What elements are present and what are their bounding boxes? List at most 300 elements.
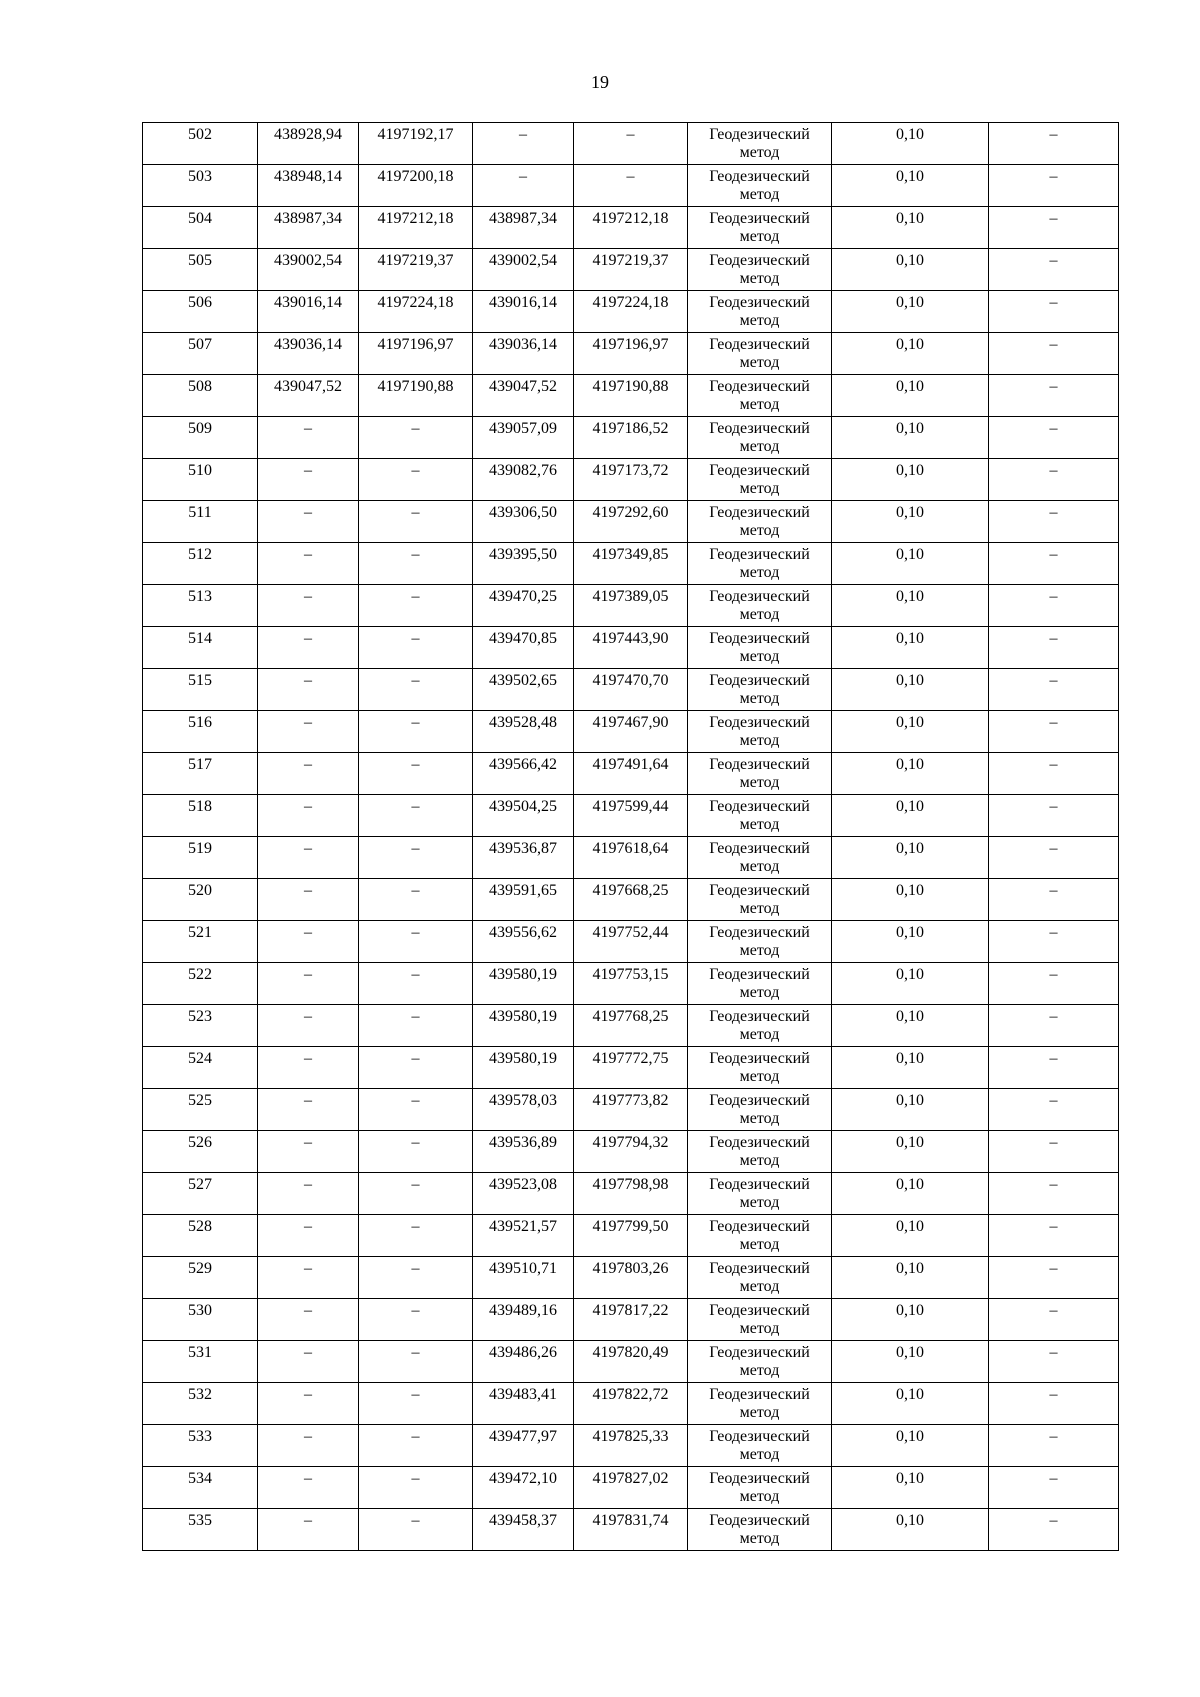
accuracy-cell: 0,10 (832, 375, 989, 417)
x-coord-2-cell: 439566,42 (473, 753, 574, 795)
y-coord-1-cell: 4197224,18 (359, 291, 473, 333)
description-cell: – (989, 963, 1119, 1005)
x-coord-1-cell: – (258, 1047, 359, 1089)
method-line-2: метод (739, 186, 780, 203)
accuracy-cell: 0,10 (832, 1509, 989, 1551)
point-number-cell: 505 (143, 249, 258, 291)
x-coord-2-cell: 439395,50 (473, 543, 574, 585)
y-coord-2-cell: 4197190,88 (574, 375, 688, 417)
method-cell (688, 207, 832, 249)
y-coord-2-cell: 4197817,22 (574, 1299, 688, 1341)
accuracy-cell: 0,10 (832, 879, 989, 921)
y-coord-1-cell: 4197196,97 (359, 333, 473, 375)
y-coord-1-cell: – (359, 669, 473, 711)
x-coord-2-cell: 439521,57 (473, 1215, 574, 1257)
y-coord-2-cell: 4197292,60 (574, 501, 688, 543)
y-coord-1-cell: – (359, 1341, 473, 1383)
method-line-1: Геодезический (709, 1176, 810, 1193)
accuracy-cell: 0,10 (832, 1425, 989, 1467)
point-number-cell: 535 (143, 1509, 258, 1551)
point-number-cell: 527 (143, 1173, 258, 1215)
method-cell (688, 375, 832, 417)
method-line-1: Геодезический (709, 1050, 810, 1067)
method-line-1: Геодезический (709, 504, 810, 521)
accuracy-cell: 0,10 (832, 291, 989, 333)
x-coord-2-cell: – (473, 123, 574, 165)
x-coord-2-cell: 439523,08 (473, 1173, 574, 1215)
accuracy-cell: 0,10 (832, 1215, 989, 1257)
description-cell: – (989, 1173, 1119, 1215)
method-line-2: метод (739, 732, 780, 749)
x-coord-1-cell: – (258, 543, 359, 585)
method-cell (688, 837, 832, 879)
method-cell (688, 1215, 832, 1257)
method-line-2: метод (739, 1152, 780, 1169)
method-cell (688, 165, 832, 207)
accuracy-cell: 0,10 (832, 123, 989, 165)
method-cell (688, 795, 832, 837)
y-coord-2-cell: 4197196,97 (574, 333, 688, 375)
accuracy-cell: 0,10 (832, 417, 989, 459)
x-coord-2-cell: 439486,26 (473, 1341, 574, 1383)
y-coord-2-cell: 4197186,52 (574, 417, 688, 459)
method-line-1: Геодезический (709, 168, 810, 185)
y-coord-2-cell: 4197752,44 (574, 921, 688, 963)
method-cell (688, 1383, 832, 1425)
y-coord-2-cell: 4197822,72 (574, 1383, 688, 1425)
point-number-cell: 518 (143, 795, 258, 837)
method-line-1: Геодезический (709, 714, 810, 731)
description-cell: – (989, 1425, 1119, 1467)
accuracy-cell: 0,10 (832, 543, 989, 585)
table-row (143, 669, 1119, 711)
x-coord-2-cell: 439591,65 (473, 879, 574, 921)
y-coord-1-cell: – (359, 753, 473, 795)
y-coord-1-cell: – (359, 1173, 473, 1215)
method-line-1: Геодезический (709, 546, 810, 563)
description-cell: – (989, 1257, 1119, 1299)
x-coord-2-cell: 439036,14 (473, 333, 574, 375)
description-cell: – (989, 1089, 1119, 1131)
y-coord-2-cell: 4197599,44 (574, 795, 688, 837)
method-cell (688, 123, 832, 165)
x-coord-2-cell: 439510,71 (473, 1257, 574, 1299)
x-coord-2-cell: 439536,87 (473, 837, 574, 879)
x-coord-1-cell: – (258, 417, 359, 459)
point-number-cell: 530 (143, 1299, 258, 1341)
x-coord-1-cell: – (258, 837, 359, 879)
method-cell (688, 1341, 832, 1383)
x-coord-2-cell: – (473, 165, 574, 207)
x-coord-1-cell: – (258, 1299, 359, 1341)
accuracy-cell: 0,10 (832, 1257, 989, 1299)
x-coord-2-cell: 439047,52 (473, 375, 574, 417)
method-line-2: метод (739, 1320, 780, 1337)
y-coord-1-cell: – (359, 1005, 473, 1047)
y-coord-1-cell: – (359, 1089, 473, 1131)
table-row (143, 165, 1119, 207)
y-coord-1-cell: – (359, 795, 473, 837)
method-line-2: метод (739, 648, 780, 665)
x-coord-1-cell: 438948,14 (258, 165, 359, 207)
method-cell (688, 501, 832, 543)
accuracy-cell: 0,10 (832, 837, 989, 879)
method-cell (688, 921, 832, 963)
y-coord-1-cell: – (359, 627, 473, 669)
y-coord-2-cell: 4197768,25 (574, 1005, 688, 1047)
method-line-2: метод (739, 690, 780, 707)
point-number-cell: 507 (143, 333, 258, 375)
y-coord-2-cell: – (574, 123, 688, 165)
description-cell: – (989, 1383, 1119, 1425)
method-cell (688, 711, 832, 753)
table-row (143, 1341, 1119, 1383)
method-line-2: метод (739, 1110, 780, 1127)
description-cell: – (989, 207, 1119, 249)
accuracy-cell: 0,10 (832, 1173, 989, 1215)
x-coord-1-cell: 438987,34 (258, 207, 359, 249)
table-row (143, 585, 1119, 627)
point-number-cell: 504 (143, 207, 258, 249)
table-row (143, 879, 1119, 921)
point-number-cell: 515 (143, 669, 258, 711)
x-coord-1-cell: – (258, 1425, 359, 1467)
y-coord-2-cell: 4197618,64 (574, 837, 688, 879)
x-coord-1-cell: – (258, 1005, 359, 1047)
x-coord-1-cell: – (258, 627, 359, 669)
method-line-1: Геодезический (709, 1218, 810, 1235)
table-row (143, 963, 1119, 1005)
table-row (143, 1425, 1119, 1467)
method-line-1: Геодезический (709, 1008, 810, 1025)
x-coord-1-cell: 438928,94 (258, 123, 359, 165)
accuracy-cell: 0,10 (832, 1089, 989, 1131)
method-line-2: метод (739, 1068, 780, 1085)
accuracy-cell: 0,10 (832, 1341, 989, 1383)
x-coord-2-cell: 439556,62 (473, 921, 574, 963)
method-cell (688, 459, 832, 501)
y-coord-2-cell: 4197173,72 (574, 459, 688, 501)
x-coord-2-cell: 439580,19 (473, 1047, 574, 1089)
method-line-1: Геодезический (709, 1092, 810, 1109)
method-line-2: метод (739, 774, 780, 791)
method-line-1: Геодезический (709, 252, 810, 269)
method-line-2: метод (739, 858, 780, 875)
table-row (143, 1173, 1119, 1215)
method-line-2: метод (739, 228, 780, 245)
y-coord-2-cell: 4197773,82 (574, 1089, 688, 1131)
point-number-cell: 517 (143, 753, 258, 795)
point-number-cell: 502 (143, 123, 258, 165)
description-cell: – (989, 921, 1119, 963)
x-coord-2-cell: 439489,16 (473, 1299, 574, 1341)
method-line-2: метод (739, 816, 780, 833)
y-coord-1-cell: – (359, 417, 473, 459)
description-cell: – (989, 1299, 1119, 1341)
description-cell: – (989, 1005, 1119, 1047)
table-row (143, 207, 1119, 249)
table-row (143, 1257, 1119, 1299)
x-coord-2-cell: 439502,65 (473, 669, 574, 711)
accuracy-cell: 0,10 (832, 963, 989, 1005)
description-cell: – (989, 543, 1119, 585)
method-line-1: Геодезический (709, 462, 810, 479)
point-number-cell: 509 (143, 417, 258, 459)
point-number-cell: 519 (143, 837, 258, 879)
method-line-2: метод (739, 942, 780, 959)
table-row (143, 1467, 1119, 1509)
y-coord-1-cell: 4197192,17 (359, 123, 473, 165)
method-line-1: Геодезический (709, 1512, 810, 1529)
x-coord-2-cell: 439477,97 (473, 1425, 574, 1467)
method-line-1: Геодезический (709, 1428, 810, 1445)
x-coord-1-cell: – (258, 669, 359, 711)
method-cell (688, 1173, 832, 1215)
method-cell (688, 1005, 832, 1047)
method-cell (688, 291, 832, 333)
y-coord-1-cell: – (359, 1425, 473, 1467)
accuracy-cell: 0,10 (832, 753, 989, 795)
y-coord-1-cell: – (359, 1131, 473, 1173)
y-coord-2-cell: 4197443,90 (574, 627, 688, 669)
accuracy-cell: 0,10 (832, 1047, 989, 1089)
method-line-2: метод (739, 312, 780, 329)
method-cell (688, 333, 832, 375)
x-coord-2-cell: 439483,41 (473, 1383, 574, 1425)
x-coord-2-cell: 439082,76 (473, 459, 574, 501)
table-row (143, 459, 1119, 501)
y-coord-2-cell: – (574, 165, 688, 207)
page-number: 19 (591, 72, 609, 92)
y-coord-2-cell: 4197212,18 (574, 207, 688, 249)
x-coord-1-cell: – (258, 921, 359, 963)
description-cell: – (989, 837, 1119, 879)
method-line-1: Геодезический (709, 294, 810, 311)
accuracy-cell: 0,10 (832, 165, 989, 207)
x-coord-2-cell: 439016,14 (473, 291, 574, 333)
accuracy-cell: 0,10 (832, 501, 989, 543)
table-row (143, 543, 1119, 585)
method-line-1: Геодезический (709, 1302, 810, 1319)
description-cell: – (989, 459, 1119, 501)
point-number-cell: 521 (143, 921, 258, 963)
method-line-2: метод (739, 984, 780, 1001)
x-coord-1-cell: – (258, 753, 359, 795)
y-coord-2-cell: 4197794,32 (574, 1131, 688, 1173)
method-cell (688, 417, 832, 459)
method-line-1: Геодезический (709, 840, 810, 857)
point-number-cell: 532 (143, 1383, 258, 1425)
y-coord-1-cell: – (359, 501, 473, 543)
method-cell (688, 627, 832, 669)
description-cell: – (989, 249, 1119, 291)
method-line-2: метод (739, 1488, 780, 1505)
table-body (143, 123, 1119, 1551)
method-line-1: Геодезический (709, 336, 810, 353)
table-row (143, 1215, 1119, 1257)
description-cell: – (989, 1341, 1119, 1383)
point-number-cell: 510 (143, 459, 258, 501)
point-number-cell: 534 (143, 1467, 258, 1509)
method-cell (688, 543, 832, 585)
accuracy-cell: 0,10 (832, 1299, 989, 1341)
method-line-2: метод (739, 1236, 780, 1253)
method-cell (688, 1467, 832, 1509)
table-row (143, 1005, 1119, 1047)
y-coord-1-cell: – (359, 459, 473, 501)
point-number-cell: 522 (143, 963, 258, 1005)
method-line-1: Геодезический (709, 1344, 810, 1361)
y-coord-1-cell: – (359, 1383, 473, 1425)
table-row (143, 837, 1119, 879)
point-number-cell: 528 (143, 1215, 258, 1257)
y-coord-2-cell: 4197224,18 (574, 291, 688, 333)
description-cell: – (989, 333, 1119, 375)
method-line-2: метод (739, 900, 780, 917)
x-coord-2-cell: 439472,10 (473, 1467, 574, 1509)
method-line-1: Геодезический (709, 966, 810, 983)
x-coord-1-cell: – (258, 1509, 359, 1551)
x-coord-2-cell: 439504,25 (473, 795, 574, 837)
method-cell (688, 1425, 832, 1467)
table-row (143, 417, 1119, 459)
y-coord-2-cell: 4197820,49 (574, 1341, 688, 1383)
point-number-cell: 508 (143, 375, 258, 417)
y-coord-2-cell: 4197831,74 (574, 1509, 688, 1551)
table-row (143, 375, 1119, 417)
y-coord-1-cell: – (359, 963, 473, 1005)
x-coord-1-cell: – (258, 711, 359, 753)
y-coord-1-cell: – (359, 921, 473, 963)
method-line-1: Геодезический (709, 1260, 810, 1277)
method-line-1: Геодезический (709, 378, 810, 395)
description-cell: – (989, 1131, 1119, 1173)
y-coord-1-cell: 4197200,18 (359, 165, 473, 207)
x-coord-2-cell: 439002,54 (473, 249, 574, 291)
description-cell: – (989, 669, 1119, 711)
table-row (143, 795, 1119, 837)
method-line-2: метод (739, 522, 780, 539)
y-coord-1-cell: 4197219,37 (359, 249, 473, 291)
table-row (143, 291, 1119, 333)
point-number-cell: 523 (143, 1005, 258, 1047)
method-line-2: метод (739, 1530, 780, 1547)
method-line-2: метод (739, 354, 780, 371)
method-cell (688, 249, 832, 291)
accuracy-cell: 0,10 (832, 669, 989, 711)
method-cell (688, 879, 832, 921)
point-number-cell: 526 (143, 1131, 258, 1173)
y-coord-2-cell: 4197799,50 (574, 1215, 688, 1257)
accuracy-cell: 0,10 (832, 207, 989, 249)
y-coord-2-cell: 4197219,37 (574, 249, 688, 291)
method-line-2: метод (739, 606, 780, 623)
y-coord-2-cell: 4197491,64 (574, 753, 688, 795)
x-coord-1-cell: – (258, 795, 359, 837)
point-number-cell: 524 (143, 1047, 258, 1089)
description-cell: – (989, 417, 1119, 459)
table-row (143, 921, 1119, 963)
y-coord-2-cell: 4197825,33 (574, 1425, 688, 1467)
method-line-2: метод (739, 1362, 780, 1379)
x-coord-2-cell: 439578,03 (473, 1089, 574, 1131)
description-cell: – (989, 165, 1119, 207)
x-coord-1-cell: – (258, 585, 359, 627)
point-number-cell: 525 (143, 1089, 258, 1131)
table-row (143, 123, 1119, 165)
y-coord-1-cell: – (359, 1467, 473, 1509)
x-coord-2-cell: 439470,85 (473, 627, 574, 669)
method-line-2: метод (739, 1404, 780, 1421)
method-line-2: метод (739, 1194, 780, 1211)
table-row (143, 753, 1119, 795)
x-coord-1-cell: – (258, 1383, 359, 1425)
method-cell (688, 1047, 832, 1089)
y-coord-2-cell: 4197803,26 (574, 1257, 688, 1299)
point-number-cell: 512 (143, 543, 258, 585)
x-coord-1-cell: – (258, 1131, 359, 1173)
table-row (143, 1131, 1119, 1173)
point-number-cell: 511 (143, 501, 258, 543)
y-coord-1-cell: 4197190,88 (359, 375, 473, 417)
method-cell (688, 1089, 832, 1131)
method-line-2: метод (739, 144, 780, 161)
method-line-1: Геодезический (709, 882, 810, 899)
description-cell: – (989, 753, 1119, 795)
accuracy-cell: 0,10 (832, 1005, 989, 1047)
method-line-2: метод (739, 396, 780, 413)
x-coord-1-cell: – (258, 963, 359, 1005)
point-number-cell: 520 (143, 879, 258, 921)
x-coord-1-cell: – (258, 459, 359, 501)
x-coord-1-cell: – (258, 1215, 359, 1257)
point-number-cell: 514 (143, 627, 258, 669)
y-coord-2-cell: 4197753,15 (574, 963, 688, 1005)
method-line-1: Геодезический (709, 798, 810, 815)
table-row (143, 711, 1119, 753)
table-row (143, 333, 1119, 375)
x-coord-1-cell: – (258, 879, 359, 921)
accuracy-cell: 0,10 (832, 585, 989, 627)
x-coord-1-cell: 439047,52 (258, 375, 359, 417)
x-coord-1-cell: – (258, 501, 359, 543)
accuracy-cell: 0,10 (832, 1467, 989, 1509)
x-coord-2-cell: 439580,19 (473, 963, 574, 1005)
accuracy-cell: 0,10 (832, 1383, 989, 1425)
x-coord-2-cell: 439580,19 (473, 1005, 574, 1047)
method-cell (688, 963, 832, 1005)
y-coord-2-cell: 4197668,25 (574, 879, 688, 921)
method-line-1: Геодезический (709, 630, 810, 647)
point-number-cell: 513 (143, 585, 258, 627)
accuracy-cell: 0,10 (832, 333, 989, 375)
x-coord-1-cell: – (258, 1341, 359, 1383)
method-line-1: Геодезический (709, 588, 810, 605)
x-coord-2-cell: 439306,50 (473, 501, 574, 543)
method-line-2: метод (739, 270, 780, 287)
method-line-2: метод (739, 1278, 780, 1295)
x-coord-2-cell: 438987,34 (473, 207, 574, 249)
description-cell: – (989, 1047, 1119, 1089)
y-coord-1-cell: – (359, 1215, 473, 1257)
y-coord-1-cell: – (359, 1299, 473, 1341)
method-cell (688, 1299, 832, 1341)
x-coord-1-cell: – (258, 1173, 359, 1215)
description-cell: – (989, 1509, 1119, 1551)
x-coord-2-cell: 439057,09 (473, 417, 574, 459)
table-row (143, 501, 1119, 543)
y-coord-1-cell: – (359, 1047, 473, 1089)
